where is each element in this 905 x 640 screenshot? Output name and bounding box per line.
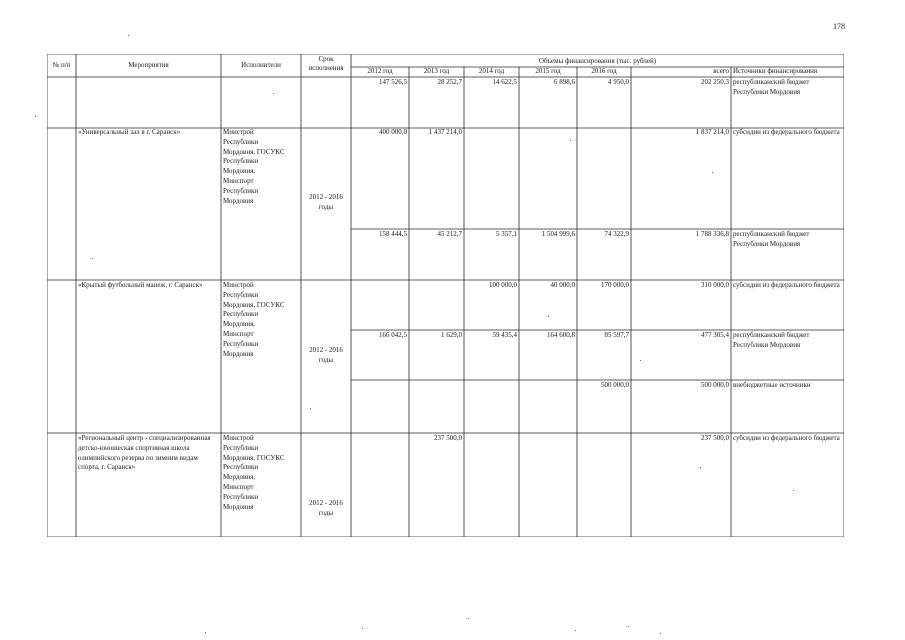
table-cell: 28 252,7: [437, 78, 462, 86]
header-year-2013: 2013 год: [423, 67, 450, 75]
header-year-2016: 2016 год: [591, 67, 617, 75]
table-cell-source: внебюджетные источники: [733, 381, 811, 389]
table-cell: 400 000,0: [379, 128, 407, 136]
table-cell: 4 950,0: [608, 78, 629, 86]
table-cell-total: 310 000,0: [701, 281, 729, 289]
table-cell-total: 237 500,0: [701, 434, 729, 442]
table-cell: 500 000,0: [601, 381, 629, 389]
table-cell: 158 444,5: [379, 230, 407, 238]
header-executors: Исполнители: [241, 61, 281, 69]
table-cell: 166 042,5: [379, 331, 407, 339]
table-cell: 5 357,1: [496, 230, 517, 238]
table-cell: 164 600,8: [547, 331, 575, 339]
table-cell-source: субсидии из федерального бюджета: [733, 281, 840, 289]
table-cell-source: республиканский бюджет Республики Мордовия: [733, 78, 810, 96]
table-cell: 170 000,0: [601, 281, 629, 289]
scan-speck: [128, 35, 129, 36]
table-cell-total: 1 788 336,8: [695, 230, 729, 238]
term-text: 2012 - 2016 годы: [309, 346, 343, 364]
scan-speck: [640, 360, 641, 361]
table-cell-source: субсидии из федерального бюджета: [733, 128, 840, 136]
scan-speck: [548, 316, 549, 317]
scan-speck: [712, 172, 713, 173]
event-title: «Региональный центр - специализированная детско-юношеская спортивная школа олимпийского резерва по зимним видам спорта, г. Саранск»: [78, 434, 211, 472]
page-number: 178: [833, 22, 845, 31]
scan-speck: [362, 628, 363, 629]
table-cell-source: республиканский бюджет Республики Мордовия: [733, 230, 810, 248]
term-text: 2012 - 2016 годы: [309, 193, 343, 211]
header-funding-group: Объемы финансирования (тыс. рублей): [538, 57, 657, 65]
header-year-2014: 2014 год: [478, 67, 505, 75]
table-cell: 147 526,5: [379, 78, 407, 86]
header-term: Срок исполнения: [308, 55, 344, 72]
table-cell: 6 898,6: [554, 78, 575, 86]
scan-speck: [575, 630, 576, 631]
executors-text: Минстрой Республики Мордовия, ГОСУКС Республики Мордовия, Минспорт Республики Мордовия: [223, 434, 285, 511]
scan-speck: [570, 140, 571, 141]
table-cell-source: республиканский бюджет Республики Мордовия: [733, 331, 810, 349]
scan-speck: [468, 618, 469, 619]
scan-speck: [273, 93, 274, 94]
header-year-2012: 2012 год: [367, 67, 393, 75]
executors-text: Минстрой Республики Мордовия, ГОСУКС Республики Мордовия, Минспорт Республики Мордовия: [223, 128, 285, 205]
scan-speck: [92, 258, 93, 259]
scan-speck: [700, 467, 701, 468]
scan-speck: [310, 408, 311, 409]
header-year-2015: 2015 год: [535, 67, 561, 75]
header-total: всего: [713, 67, 729, 75]
table-cell: 1 629,0: [441, 331, 462, 339]
table-cell: 1 437 214,0: [428, 128, 462, 136]
scan-speck: [660, 633, 661, 634]
executors-text: Минстрой Республики Мордовия, ГОСУКС Республики Мордовия, Минспорт Республики Мордовия: [223, 281, 285, 358]
table-cell: 85 597,7: [604, 331, 629, 339]
header-sources: Источники финансирования: [733, 67, 818, 75]
scan-speck: [793, 490, 794, 491]
table-cell: 14 622,5: [492, 78, 517, 86]
event-title: «Универсальный зал в г. Саранск»: [78, 128, 181, 136]
table-cell: 1 504 999,6: [541, 230, 575, 238]
table-cell: 40 000,0: [550, 281, 575, 289]
scan-speck: [35, 116, 36, 117]
scan-speck: [628, 626, 629, 627]
scan-speck: [205, 632, 206, 633]
table-cell-source: субсидии из федерального бюджета: [733, 434, 840, 442]
header-num: № п/п: [52, 61, 71, 69]
event-title: «Крытый футбольный манеж, г. Саранск»: [78, 281, 203, 289]
table-cell-total: 202 250,3: [701, 78, 729, 86]
header-event: Мероприятия: [128, 61, 169, 69]
table-cell: 59 435,4: [492, 331, 517, 339]
table-cell: 100 000,0: [489, 281, 517, 289]
table-cell-total: 477 305,4: [701, 331, 729, 339]
term-text: 2012 - 2016 годы: [309, 499, 343, 517]
table-cell: 237 500,0: [434, 434, 462, 442]
table-cell-total: 500 000,0: [701, 381, 729, 389]
table-cell: 74 322,9: [604, 230, 629, 238]
table-cell-total: 1 837 214,0: [695, 128, 729, 136]
funding-table: [47, 54, 844, 537]
table-cell: 45 212,7: [437, 230, 462, 238]
